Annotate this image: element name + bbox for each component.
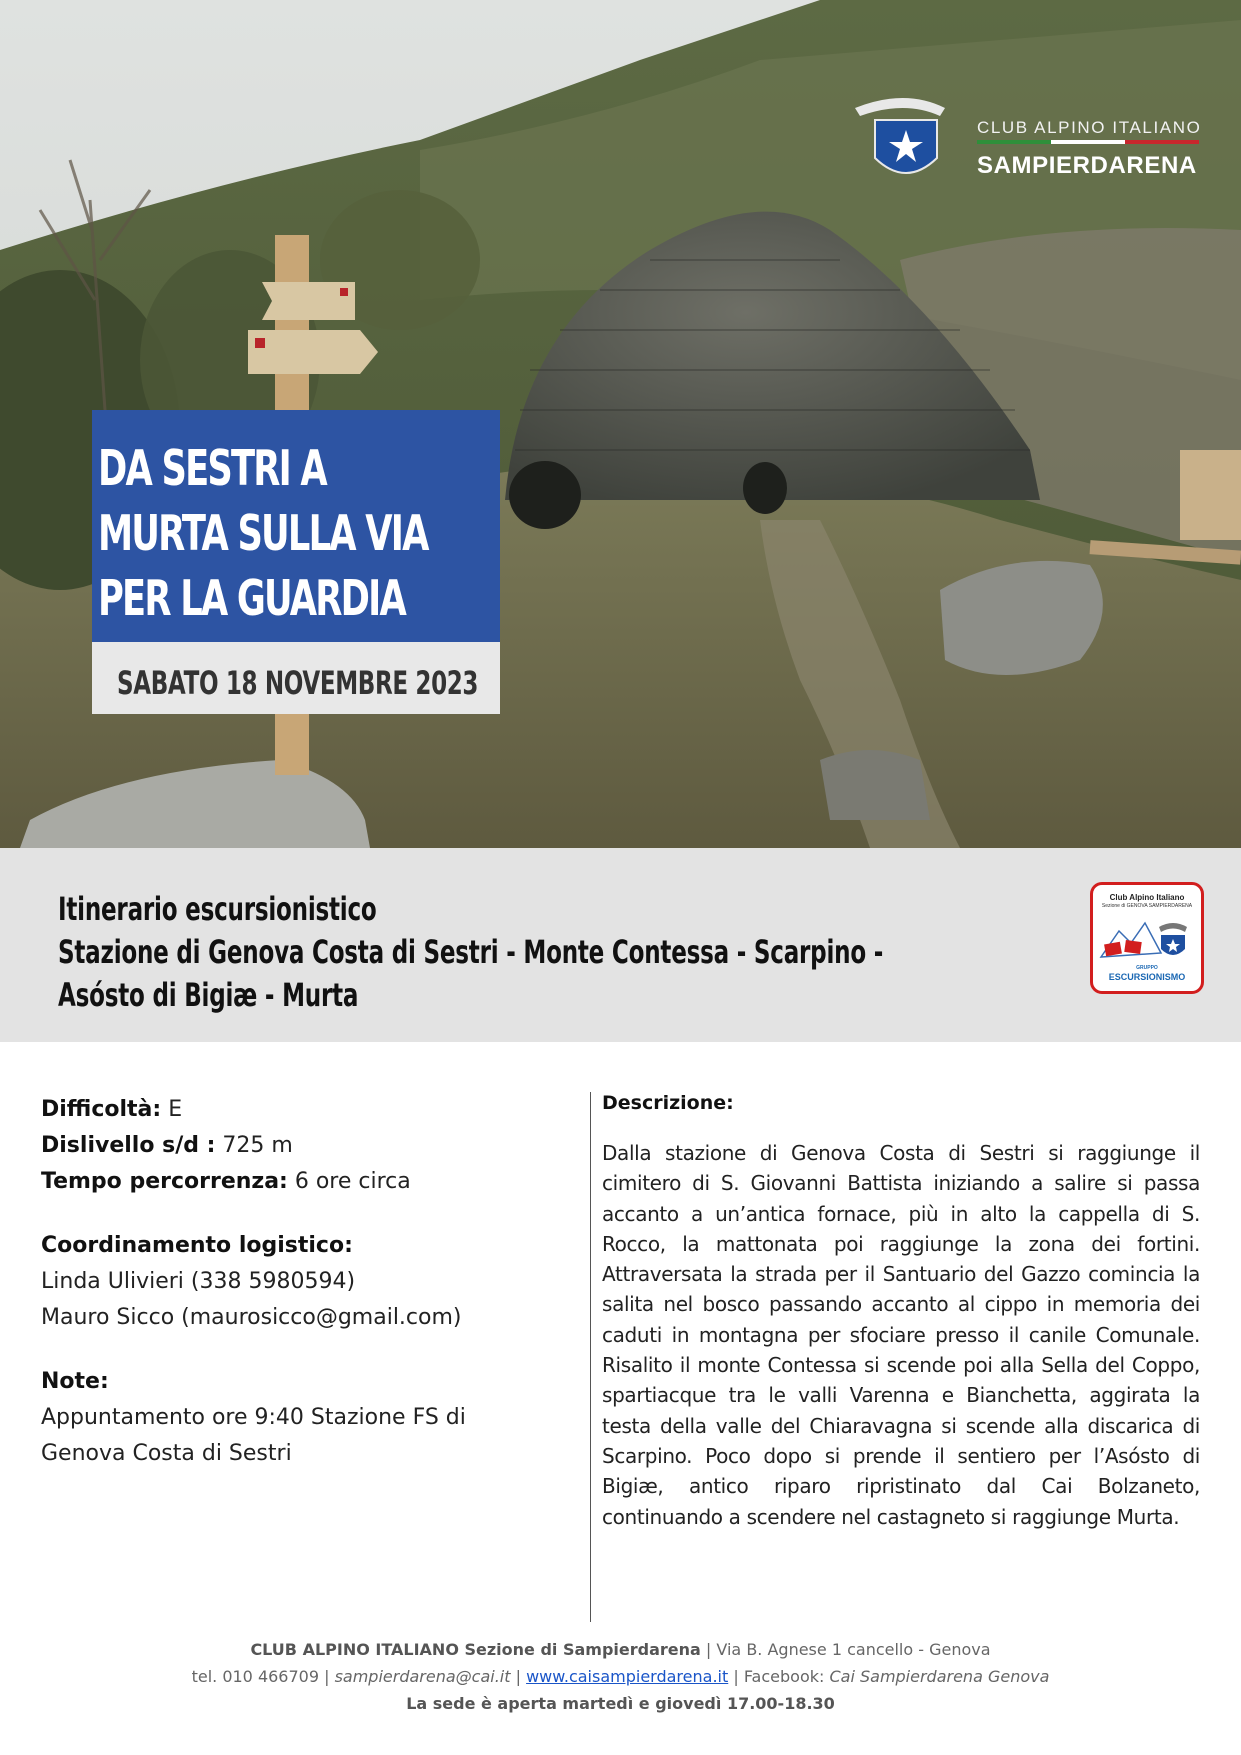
badge-subtitle: Sezione di GENOVA SAMPIERDARENA — [1101, 903, 1193, 909]
description-label: Descrizione: — [602, 1092, 734, 1114]
footer-facebook-label: | Facebook: — [728, 1667, 830, 1686]
elevation-value: 725 m — [215, 1133, 293, 1158]
duration-value: 6 ore circa — [287, 1169, 411, 1194]
description-text: Dalla stazione di Genova Costa di Sestri si raggiunge il cimitero di S. Giovanni Battista iniziando a salire si passa accanto a un’antica fornace, più in alto la cappella di S. Rocco, la mattonata poi raggiunge la zona dei fortini. Attraversata la strada per il Santuario del Gazzo comincia la salita nel bosco passando accanto al cippo in memoria dei caduti in montagna per sfociare presso il canile Comunale. Risalito il monte Contessa si scende poi alla Sella del Coppo, spartiacque tra le valli Varenna e Bianchetta, aggirata la testa della valle del Chiaravagna si scende alla discarica di Scarpino. Poco dopo si prende il sentiero per l’Asósto di Bigiæ, antico riparo ripristinato dal Cai Bolzaneto, continuando a scendere nel castagneto si raggiunge Murta. — [602, 1141, 1200, 1529]
notes-line-1: Appuntamento ore 9:40 Stazione FS di — [41, 1405, 466, 1430]
footer-line-1 — [0, 1636, 1241, 1663]
coordinator-1: Linda Ulivieri (338 5980594) — [41, 1269, 356, 1294]
title-box — [92, 410, 500, 642]
mountain-flag-icon — [1099, 913, 1199, 963]
footer-address: | Via B. Agnese 1 cancello - Genova — [700, 1640, 991, 1659]
footer-line-3 — [0, 1690, 1241, 1717]
hero-photo — [0, 0, 1241, 848]
duration-row — [41, 1164, 561, 1200]
column-divider — [590, 1092, 591, 1622]
duration-label: Tempo percorrenza: — [41, 1169, 288, 1194]
footer-line-2 — [0, 1663, 1241, 1690]
footer-tel: tel. 010 466709 | — [191, 1667, 335, 1686]
difficulty-row — [41, 1092, 561, 1128]
notes-line-2: Genova Costa di Sestri — [41, 1441, 292, 1466]
notes-label: Note: — [41, 1369, 109, 1394]
page-title: DA SESTRI A MURTA SULLA VIA PER LA GUARDIA — [98, 440, 428, 627]
itinerary-route-1: Stazione di Genova Costa di Sestri - Monte Contessa - Scarpino - — [58, 933, 884, 971]
cai-logo — [845, 88, 1205, 198]
event-details — [41, 1092, 561, 1472]
badge-group: GRUPPO — [1136, 965, 1158, 971]
itinerary-heading: Itinerario escursionistico — [58, 890, 377, 928]
difficulty-label: Difficoltà: — [41, 1097, 162, 1122]
footer-separator: | — [510, 1667, 527, 1686]
itinerary-route-2: Asósto di Bigiæ - Murta — [58, 976, 359, 1014]
itinerary-band — [0, 848, 1241, 1042]
event-date: SABATO 18 NOVEMBRE 2023 — [117, 664, 479, 702]
coordinator-2: Mauro Sicco (maurosicco@gmail.com) — [41, 1305, 462, 1330]
coordination-label: Coordinamento logistico: — [41, 1233, 353, 1258]
date-box — [92, 642, 500, 714]
difficulty-value: E — [161, 1097, 183, 1122]
elevation-label: Dislivello s/d : — [41, 1133, 216, 1158]
escursionismo-badge — [1090, 882, 1204, 994]
badge-group-name: ESCURSIONISMO — [1108, 972, 1186, 982]
footer-email[interactable]: sampierdarena@cai.it — [334, 1667, 511, 1686]
badge-title: Club Alpino Italiano — [1109, 893, 1185, 902]
logo-org-name: CLUB ALPINO ITALIANO — [977, 118, 1202, 137]
footer — [0, 1636, 1241, 1717]
footer-org: CLUB ALPINO ITALIANO Sezione di Sampierdarena — [250, 1640, 701, 1659]
italian-flag-stripe — [977, 140, 1199, 144]
footer-hours: La sede è aperta martedì e giovedì 17.00-18.30 — [406, 1694, 835, 1713]
notes-heading — [41, 1364, 561, 1400]
elevation-row — [41, 1128, 561, 1164]
logo-section-name: SAMPIERDARENA — [977, 152, 1197, 179]
description-section — [602, 1092, 1200, 1532]
itinerary — [58, 888, 1204, 1017]
coordination-heading — [41, 1228, 561, 1264]
footer-facebook: Cai Sampierdarena Genova — [829, 1667, 1050, 1686]
footer-website-link[interactable]: www.caisampierdarena.it — [526, 1667, 729, 1686]
